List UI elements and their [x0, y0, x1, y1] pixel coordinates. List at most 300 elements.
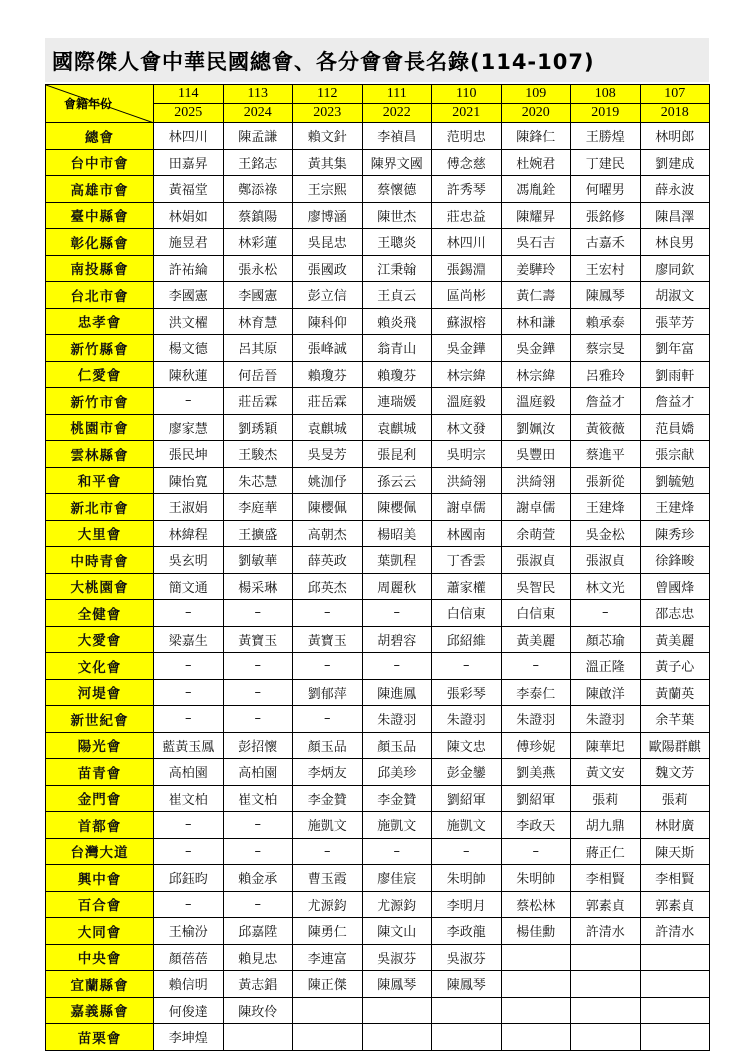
president-name-cell: 王宏村 [571, 255, 641, 282]
president-name-cell: – [154, 891, 224, 918]
president-name-cell: 曹玉霞 [293, 865, 363, 892]
year-roc-header: 111 [362, 85, 432, 104]
table-row [46, 361, 710, 388]
president-name-cell: 何曜男 [571, 176, 641, 203]
club-name-cell: 新竹市會 [46, 388, 154, 415]
president-name-cell: 張淑貞 [571, 547, 641, 574]
club-name-cell: 仁愛會 [46, 361, 154, 388]
table-row [46, 123, 710, 150]
president-name-cell: – [154, 838, 224, 865]
president-name-cell: 張莉 [571, 785, 641, 812]
president-name-cell: 賴信明 [154, 971, 224, 998]
president-name-cell: 王建烽 [571, 494, 641, 521]
president-name-cell: – [362, 653, 432, 680]
president-name-cell: 高柏園 [223, 759, 293, 786]
president-name-cell: 李庭華 [223, 494, 293, 521]
president-name-cell: 朱證羽 [432, 706, 502, 733]
president-name-cell: – [571, 600, 641, 627]
president-name-cell: 藍黃玉鳳 [154, 732, 224, 759]
president-name-cell: 呂其原 [223, 335, 293, 362]
president-name-cell: 邱美珍 [362, 759, 432, 786]
table-row [46, 891, 710, 918]
president-name-cell: 陳科仰 [293, 308, 363, 335]
president-name-cell: 陳怡寬 [154, 467, 224, 494]
president-name-cell: 郭素貞 [640, 891, 710, 918]
table-row [46, 149, 710, 176]
president-name-cell: 王擴盛 [223, 520, 293, 547]
table-row [46, 335, 710, 362]
president-name-cell: – [154, 679, 224, 706]
president-name-cell: 袁麒城 [362, 414, 432, 441]
president-name-cell: 鄭添祿 [223, 176, 293, 203]
club-name-cell: 新世紀會 [46, 706, 154, 733]
president-name-cell: 林宗緯 [432, 361, 502, 388]
president-name-cell: – [362, 600, 432, 627]
table-row [46, 282, 710, 309]
president-name-cell: 李金贊 [293, 785, 363, 812]
president-name-cell: 余萌萱 [501, 520, 571, 547]
president-name-cell: 曾國烽 [640, 573, 710, 600]
president-name-cell: 吳明宗 [432, 441, 502, 468]
president-name-cell: 劉琇穎 [223, 414, 293, 441]
president-name-cell: 詹益才 [571, 388, 641, 415]
president-name-cell: 朱證羽 [362, 706, 432, 733]
table-row [46, 732, 710, 759]
president-name-cell: 林文發 [432, 414, 502, 441]
president-name-cell: – [223, 600, 293, 627]
corner-header [46, 85, 154, 123]
president-name-cell: 朱證羽 [571, 706, 641, 733]
president-name-cell: 邵志忠 [640, 600, 710, 627]
president-name-cell: 李禎昌 [362, 123, 432, 150]
president-name-cell: 何岳晉 [223, 361, 293, 388]
president-name-cell: 張新從 [571, 467, 641, 494]
president-name-cell: 黃其集 [293, 149, 363, 176]
president-name-cell: 陳鋒仁 [501, 123, 571, 150]
president-name-cell: 陳秀珍 [640, 520, 710, 547]
president-name-cell: 陳世杰 [362, 202, 432, 229]
president-name-cell [501, 944, 571, 971]
president-name-cell [571, 944, 641, 971]
club-name-cell: 台中市會 [46, 149, 154, 176]
club-name-cell: 嘉義縣會 [46, 997, 154, 1024]
president-name-cell: 吳昆忠 [293, 229, 363, 256]
club-name-cell: 台灣大道 [46, 838, 154, 865]
president-name-cell: – [223, 653, 293, 680]
president-name-cell: 林四川 [154, 123, 224, 150]
president-name-cell: 陳秋蓮 [154, 361, 224, 388]
president-name-cell: 白信東 [501, 600, 571, 627]
president-name-cell: 余芊葉 [640, 706, 710, 733]
club-name-cell: 大里會 [46, 520, 154, 547]
president-name-cell: 陳昌澤 [640, 202, 710, 229]
president-name-cell: 朱明帥 [432, 865, 502, 892]
president-name-cell [293, 997, 363, 1024]
president-name-cell: 吳金松 [571, 520, 641, 547]
president-name-cell: 黃寶玉 [223, 626, 293, 653]
president-name-cell: 賴見忠 [223, 944, 293, 971]
year-roc-header: 114 [154, 85, 224, 104]
president-name-cell: – [154, 706, 224, 733]
president-name-cell: 傅念慈 [432, 149, 502, 176]
president-name-cell: 邱嘉陞 [223, 918, 293, 945]
president-name-cell: 顏芯瑜 [571, 626, 641, 653]
president-name-cell: 陳櫻佩 [293, 494, 363, 521]
president-name-cell: 崔文柏 [223, 785, 293, 812]
president-name-cell: 蔡宗旻 [571, 335, 641, 362]
page-title: 國際傑人會中華民國總會、各分會會長名錄(114-107) [52, 50, 595, 74]
table-row [46, 812, 710, 839]
president-name-cell: – [501, 653, 571, 680]
year-roc-header: 112 [293, 85, 363, 104]
president-name-cell: – [501, 838, 571, 865]
president-name-cell: 劉紹軍 [432, 785, 502, 812]
president-name-cell [640, 944, 710, 971]
header-row-roc [46, 85, 710, 104]
president-name-cell: 簡文通 [154, 573, 224, 600]
table-row [46, 229, 710, 256]
club-name-cell: 臺中縣會 [46, 202, 154, 229]
president-name-cell: – [154, 812, 224, 839]
president-name-cell: 劉雨軒 [640, 361, 710, 388]
table-row [46, 838, 710, 865]
president-name-cell: 高柏園 [154, 759, 224, 786]
club-name-cell: 宜蘭縣會 [46, 971, 154, 998]
year-roc-header: 109 [501, 85, 571, 104]
president-name-cell: 李政天 [501, 812, 571, 839]
president-name-cell: 黃子心 [640, 653, 710, 680]
club-name-cell: 台北市會 [46, 282, 154, 309]
president-name-cell: 劉姵汝 [501, 414, 571, 441]
president-name-cell: 莊忠益 [432, 202, 502, 229]
year-roc-header: 108 [571, 85, 641, 104]
club-name-cell: 苗青會 [46, 759, 154, 786]
president-name-cell [432, 1024, 502, 1051]
president-name-cell: 賴瓊芬 [293, 361, 363, 388]
president-name-cell: 陳正傑 [293, 971, 363, 998]
president-name-cell: 區尚彬 [432, 282, 502, 309]
president-name-cell [501, 971, 571, 998]
president-name-cell: 葉凱程 [362, 547, 432, 574]
president-name-cell: 林彩蓮 [223, 229, 293, 256]
president-name-cell: 黃志錩 [223, 971, 293, 998]
club-name-cell: 桃園市會 [46, 414, 154, 441]
president-name-cell: 賴文針 [293, 123, 363, 150]
president-name-cell: 姚泇伃 [293, 467, 363, 494]
table-row [46, 679, 710, 706]
table-row [46, 467, 710, 494]
president-name-cell: 魏文芳 [640, 759, 710, 786]
president-name-cell: 林和謙 [501, 308, 571, 335]
president-name-cell: – [154, 600, 224, 627]
table-row [46, 308, 710, 335]
president-name-cell: 朱證羽 [501, 706, 571, 733]
president-name-cell: 陳天斯 [640, 838, 710, 865]
table-row [46, 653, 710, 680]
president-name-cell: 高朝杰 [293, 520, 363, 547]
president-name-cell: – [293, 706, 363, 733]
president-name-cell: 張銘修 [571, 202, 641, 229]
year-ad-header: 2025 [154, 104, 224, 123]
president-name-cell: 顏玉品 [293, 732, 363, 759]
president-name-cell: 楊昭美 [362, 520, 432, 547]
table-row [46, 573, 710, 600]
president-name-cell: 施凱文 [432, 812, 502, 839]
president-name-cell: 廖家慧 [154, 414, 224, 441]
president-name-cell: 賴瓊芬 [362, 361, 432, 388]
president-name-cell [640, 971, 710, 998]
president-name-cell: 謝卓儒 [501, 494, 571, 521]
president-name-cell: 傅珍妮 [501, 732, 571, 759]
president-name-cell: 蔡進平 [571, 441, 641, 468]
president-name-cell: 莊岳霖 [223, 388, 293, 415]
president-name-cell: 吳金鏵 [432, 335, 502, 362]
president-name-cell: – [432, 653, 502, 680]
president-name-cell: 黃仁壽 [501, 282, 571, 309]
president-name-cell [571, 1024, 641, 1051]
club-name-cell: 大同會 [46, 918, 154, 945]
president-name-cell: 張永松 [223, 255, 293, 282]
president-name-cell: 林良男 [640, 229, 710, 256]
president-name-cell: 李國憲 [154, 282, 224, 309]
president-name-cell: 范員嬌 [640, 414, 710, 441]
president-name-cell: 張淑貞 [501, 547, 571, 574]
president-name-cell: 陳華圯 [571, 732, 641, 759]
president-name-cell: 賴炎飛 [362, 308, 432, 335]
year-ad-header: 2021 [432, 104, 502, 123]
president-name-cell: 李明月 [432, 891, 502, 918]
president-name-cell: 許清水 [640, 918, 710, 945]
president-name-cell: 劉毓勉 [640, 467, 710, 494]
president-name-cell: 吳金鏵 [501, 335, 571, 362]
president-name-cell: 郭素貞 [571, 891, 641, 918]
president-name-cell: 陳鳳琴 [362, 971, 432, 998]
table-row [46, 547, 710, 574]
president-name-cell: – [432, 838, 502, 865]
president-name-cell: 許清水 [571, 918, 641, 945]
table-row [46, 441, 710, 468]
president-name-cell: 楊采琳 [223, 573, 293, 600]
president-name-cell: 張莉 [640, 785, 710, 812]
president-name-cell: 崔文柏 [154, 785, 224, 812]
president-name-cell: 陳鳳琴 [571, 282, 641, 309]
president-name-cell: 林宗緯 [501, 361, 571, 388]
president-name-cell: 王宗熙 [293, 176, 363, 203]
president-name-cell: 林國南 [432, 520, 502, 547]
president-name-cell: 蔡懷德 [362, 176, 432, 203]
year-roc-header: 110 [432, 85, 502, 104]
club-name-cell: 百合會 [46, 891, 154, 918]
president-name-cell: 洪文櫂 [154, 308, 224, 335]
president-name-cell: 孫云云 [362, 467, 432, 494]
president-name-cell: 洪綺翎 [501, 467, 571, 494]
table-row [46, 997, 710, 1024]
president-name-cell: 朱芯慧 [223, 467, 293, 494]
president-name-cell: 江秉翰 [362, 255, 432, 282]
president-name-cell [571, 997, 641, 1024]
president-name-cell: 吳淑芬 [362, 944, 432, 971]
club-name-cell: 新竹縣會 [46, 335, 154, 362]
president-name-cell: 陳文山 [362, 918, 432, 945]
president-name-cell: 蔣正仁 [571, 838, 641, 865]
president-name-cell: – [293, 838, 363, 865]
year-roc-header: 113 [223, 85, 293, 104]
president-name-cell: 王駿杰 [223, 441, 293, 468]
table-row [46, 971, 710, 998]
president-name-cell: 張國政 [293, 255, 363, 282]
president-name-cell: 陳孟謙 [223, 123, 293, 150]
president-name-cell: 林緯程 [154, 520, 224, 547]
president-name-cell: 張苹芳 [640, 308, 710, 335]
president-name-cell: 徐鋒畯 [640, 547, 710, 574]
president-name-cell: 陳文忠 [432, 732, 502, 759]
president-name-cell: 翁青山 [362, 335, 432, 362]
president-name-cell: 陳進鳳 [362, 679, 432, 706]
president-name-cell: 杜婉君 [501, 149, 571, 176]
presidents-table [45, 84, 710, 1051]
table-row [46, 202, 710, 229]
president-name-cell: 彭立信 [293, 282, 363, 309]
president-name-cell: 謝卓儒 [432, 494, 502, 521]
president-name-cell: 李炳友 [293, 759, 363, 786]
president-name-cell: 溫庭毅 [432, 388, 502, 415]
president-name-cell: 姜驊玲 [501, 255, 571, 282]
president-name-cell: 劉紹軍 [501, 785, 571, 812]
club-name-cell: 首都會 [46, 812, 154, 839]
president-name-cell: 田嘉昇 [154, 149, 224, 176]
president-name-cell: 邱鈺昀 [154, 865, 224, 892]
president-name-cell: 莊岳霖 [293, 388, 363, 415]
year-roc-header: 107 [640, 85, 710, 104]
president-name-cell: 劉年富 [640, 335, 710, 362]
president-name-cell: 廖同欽 [640, 255, 710, 282]
president-name-cell: 彭金鑾 [432, 759, 502, 786]
table-row [46, 865, 710, 892]
president-name-cell: – [362, 838, 432, 865]
club-name-cell: 總會 [46, 123, 154, 150]
table-row [46, 918, 710, 945]
president-name-cell: 施凱文 [362, 812, 432, 839]
president-name-cell: 蔡松林 [501, 891, 571, 918]
president-name-cell [501, 1024, 571, 1051]
president-name-cell [640, 1024, 710, 1051]
president-name-cell: 王淑娟 [154, 494, 224, 521]
club-name-cell: 文化會 [46, 653, 154, 680]
president-name-cell: 林財廣 [640, 812, 710, 839]
president-name-cell: 張民坤 [154, 441, 224, 468]
president-name-cell: 劉建成 [640, 149, 710, 176]
president-name-cell: 王勝煌 [571, 123, 641, 150]
table-row [46, 1024, 710, 1051]
president-name-cell: 陳界文國 [362, 149, 432, 176]
president-name-cell: – [223, 812, 293, 839]
president-name-cell: 林四川 [432, 229, 502, 256]
club-name-cell: 興中會 [46, 865, 154, 892]
president-name-cell: 施昱君 [154, 229, 224, 256]
president-name-cell: 王貞云 [362, 282, 432, 309]
president-name-cell: 陳櫻佩 [362, 494, 432, 521]
president-name-cell: 詹益才 [640, 388, 710, 415]
president-name-cell: 歐陽群麒 [640, 732, 710, 759]
president-name-cell: 黃美麗 [640, 626, 710, 653]
president-name-cell: 黃蘭英 [640, 679, 710, 706]
president-name-cell: 胡碧容 [362, 626, 432, 653]
president-name-cell: 楊文德 [154, 335, 224, 362]
president-name-cell: 丁香雲 [432, 547, 502, 574]
president-name-cell: 尤源鈞 [293, 891, 363, 918]
table-row [46, 255, 710, 282]
president-name-cell: 施凱文 [293, 812, 363, 839]
president-name-cell: 李相賢 [571, 865, 641, 892]
president-name-cell: 陳鳳琴 [432, 971, 502, 998]
club-name-cell: 大愛會 [46, 626, 154, 653]
year-ad-header: 2020 [501, 104, 571, 123]
club-name-cell: 中央會 [46, 944, 154, 971]
president-name-cell: 王聰炎 [362, 229, 432, 256]
president-name-cell: 張峰誠 [293, 335, 363, 362]
president-name-cell [362, 997, 432, 1024]
president-name-cell: 李泰仁 [501, 679, 571, 706]
president-name-cell: 呂雅玲 [571, 361, 641, 388]
president-name-cell [293, 1024, 363, 1051]
table-body [46, 123, 710, 1051]
president-name-cell: 丁建民 [571, 149, 641, 176]
president-name-cell: 黃福堂 [154, 176, 224, 203]
president-name-cell: 蘇淑榕 [432, 308, 502, 335]
table-row [46, 706, 710, 733]
president-name-cell: 周麗秋 [362, 573, 432, 600]
president-name-cell: 賴承泰 [571, 308, 641, 335]
president-name-cell: 李坤煌 [154, 1024, 224, 1051]
club-name-cell: 陽光會 [46, 732, 154, 759]
president-name-cell: – [293, 600, 363, 627]
president-name-cell [571, 971, 641, 998]
corner-label: 會籍年份 [64, 97, 113, 111]
president-name-cell: – [293, 653, 363, 680]
president-name-cell: 薛英政 [293, 547, 363, 574]
president-name-cell: 李金贊 [362, 785, 432, 812]
president-name-cell [223, 1024, 293, 1051]
president-name-cell: 陳玫伶 [223, 997, 293, 1024]
president-name-cell: – [154, 653, 224, 680]
president-name-cell: 陳啟洋 [571, 679, 641, 706]
president-name-cell: 李政龍 [432, 918, 502, 945]
president-name-cell [362, 1024, 432, 1051]
club-name-cell: 彰化縣會 [46, 229, 154, 256]
president-name-cell: 王銘志 [223, 149, 293, 176]
president-name-cell: 古嘉禾 [571, 229, 641, 256]
president-name-cell: 陳耀昇 [501, 202, 571, 229]
club-name-cell: 雲林縣會 [46, 441, 154, 468]
club-name-cell: 和平會 [46, 467, 154, 494]
president-name-cell: 劉郁萍 [293, 679, 363, 706]
president-name-cell: 蕭家權 [432, 573, 502, 600]
president-name-cell: 吳智民 [501, 573, 571, 600]
president-name-cell: 張宗献 [640, 441, 710, 468]
president-name-cell: 李連富 [293, 944, 363, 971]
table-row [46, 494, 710, 521]
president-name-cell: 劉美燕 [501, 759, 571, 786]
president-name-cell: 顏蓓蓓 [154, 944, 224, 971]
president-name-cell: 吳淑芬 [432, 944, 502, 971]
club-name-cell: 南投縣會 [46, 255, 154, 282]
president-name-cell: 張昆利 [362, 441, 432, 468]
president-name-cell: 溫正隆 [571, 653, 641, 680]
year-ad-header: 2018 [640, 104, 710, 123]
table-row [46, 944, 710, 971]
president-name-cell: 馮胤銓 [501, 176, 571, 203]
year-ad-header: 2024 [223, 104, 293, 123]
